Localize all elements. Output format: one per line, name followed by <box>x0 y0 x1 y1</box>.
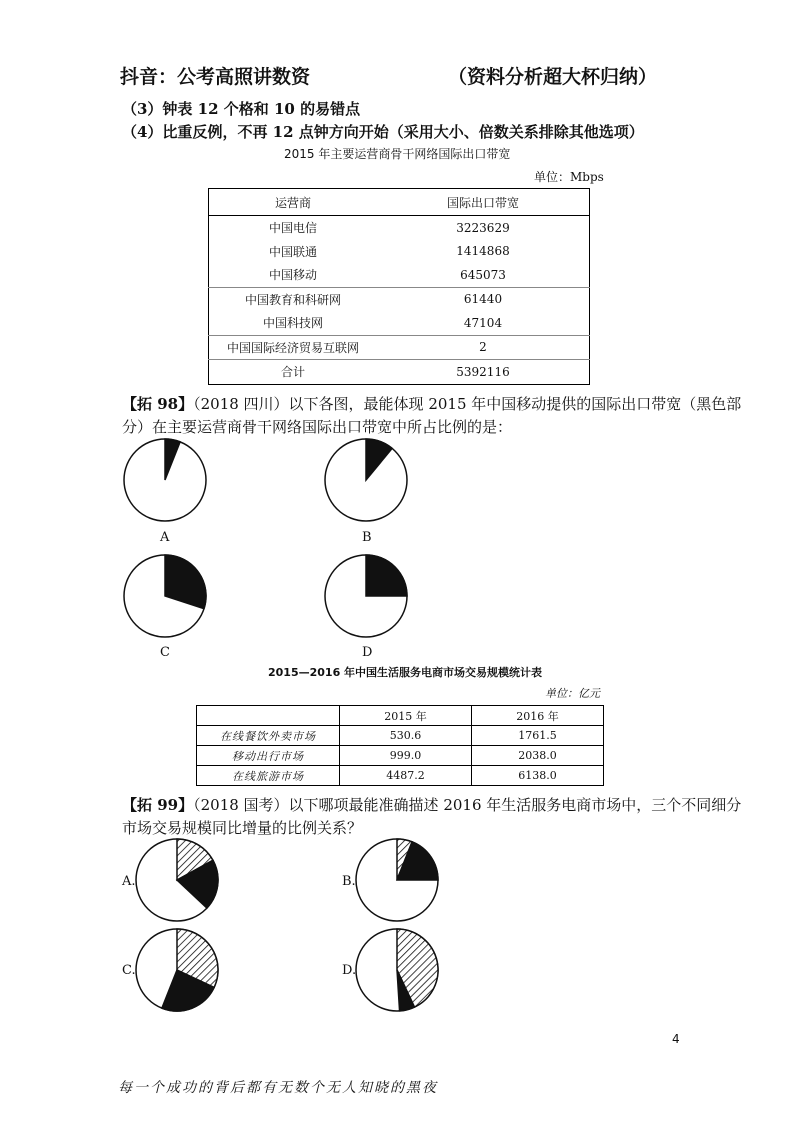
note-4: （4）比重反例，不再 12 点钟方向开始（采用大小、倍数关系排除其他选项） <box>122 123 644 141</box>
table-cell: 在线旅游市场 <box>197 766 340 786</box>
q99-option-label: B. <box>342 874 356 889</box>
table-cell: 2 <box>377 335 590 360</box>
table-cell: 3223629 <box>456 220 510 235</box>
q99-option-label: A. <box>122 874 136 889</box>
q98-option-label: C <box>160 645 170 660</box>
table-cell: 4487.2 <box>340 766 472 786</box>
table-cell: 中国教育和科研网 <box>209 287 378 311</box>
table1-title: 2015 年主要运营商骨干网络国际出口带宽 <box>284 147 511 161</box>
page-number: 4 <box>672 1032 680 1046</box>
header-right: （资料分析超大杯归纳） <box>448 66 658 88</box>
q99-line2: 市场交易规模同比增量的比例关系？ <box>122 819 363 837</box>
table-cell: 中国国际经济贸易互联网 <box>209 335 378 360</box>
table-cell: 47104 <box>463 315 503 330</box>
table-cell: 6138.0 <box>472 766 604 786</box>
table-cell: 5392116 <box>377 360 590 385</box>
table-header-cell: 国际出口带宽 <box>377 189 590 216</box>
table1-unit: 单位：Mbps <box>534 170 604 184</box>
q98-tag: 【拓 98】 <box>122 395 194 413</box>
table2-title: 2015—2016 年中国生活服务电商市场交易规模统计表 <box>268 666 543 679</box>
table-cell: 合计 <box>209 360 378 385</box>
q98-pie-D-black-slice <box>366 555 407 596</box>
q98-option-label: B <box>362 530 372 545</box>
table-cell: 中国电信 <box>268 221 317 236</box>
q99-option-label: D. <box>342 963 357 978</box>
table-cell: 中国移动 <box>268 268 317 283</box>
q98-text1: （2018 四川）以下各图，最能体现 2015 年中国移动提供的国际出口带宽（黑色部 <box>193 395 742 413</box>
table-cell: 中国科技网 <box>262 316 323 331</box>
q99-text1: （2018 国考）以下哪项最能准确描述 2016 年生活服务电商市场中，三个不同细分 <box>193 796 742 814</box>
table2-unit: 单位：亿元 <box>545 687 600 700</box>
q98-option-label: D <box>362 645 373 660</box>
table-cell: 1414868 <box>456 244 510 259</box>
table-header-cell: 2016 年 <box>472 706 604 726</box>
table-cell: 移动出行市场 <box>197 746 340 766</box>
table-cell: 61440 <box>377 287 590 311</box>
table-cell: 中国联通 <box>268 244 317 259</box>
note-3: （3）钟表 12 个格和 10 的易错点 <box>122 100 361 118</box>
table-cell: 在线餐饮外卖市场 <box>197 726 340 746</box>
q99-tag: 【拓 99】 <box>122 796 194 814</box>
table-cell: 999.0 <box>340 746 472 766</box>
table-cell: 1761.5 <box>472 726 604 746</box>
table-cell: 645073 <box>460 267 506 282</box>
table-cell: 2038.0 <box>472 746 604 766</box>
footer-motto: 每一个成功的背后都有无数个无人知晓的黑夜 <box>118 1080 438 1096</box>
table-cell: 530.6 <box>340 726 472 746</box>
q99-option-label: C. <box>122 963 136 978</box>
header-left: 抖音：公考高照讲数资 <box>120 66 311 88</box>
q98-line2: 分）在主要运营商骨干网络国际出口带宽中所占比例的是： <box>122 418 513 436</box>
table-header-cell: 运营商 <box>209 189 378 216</box>
table-header-cell: 2015 年 <box>340 706 472 726</box>
q98-option-label: A <box>160 530 170 545</box>
